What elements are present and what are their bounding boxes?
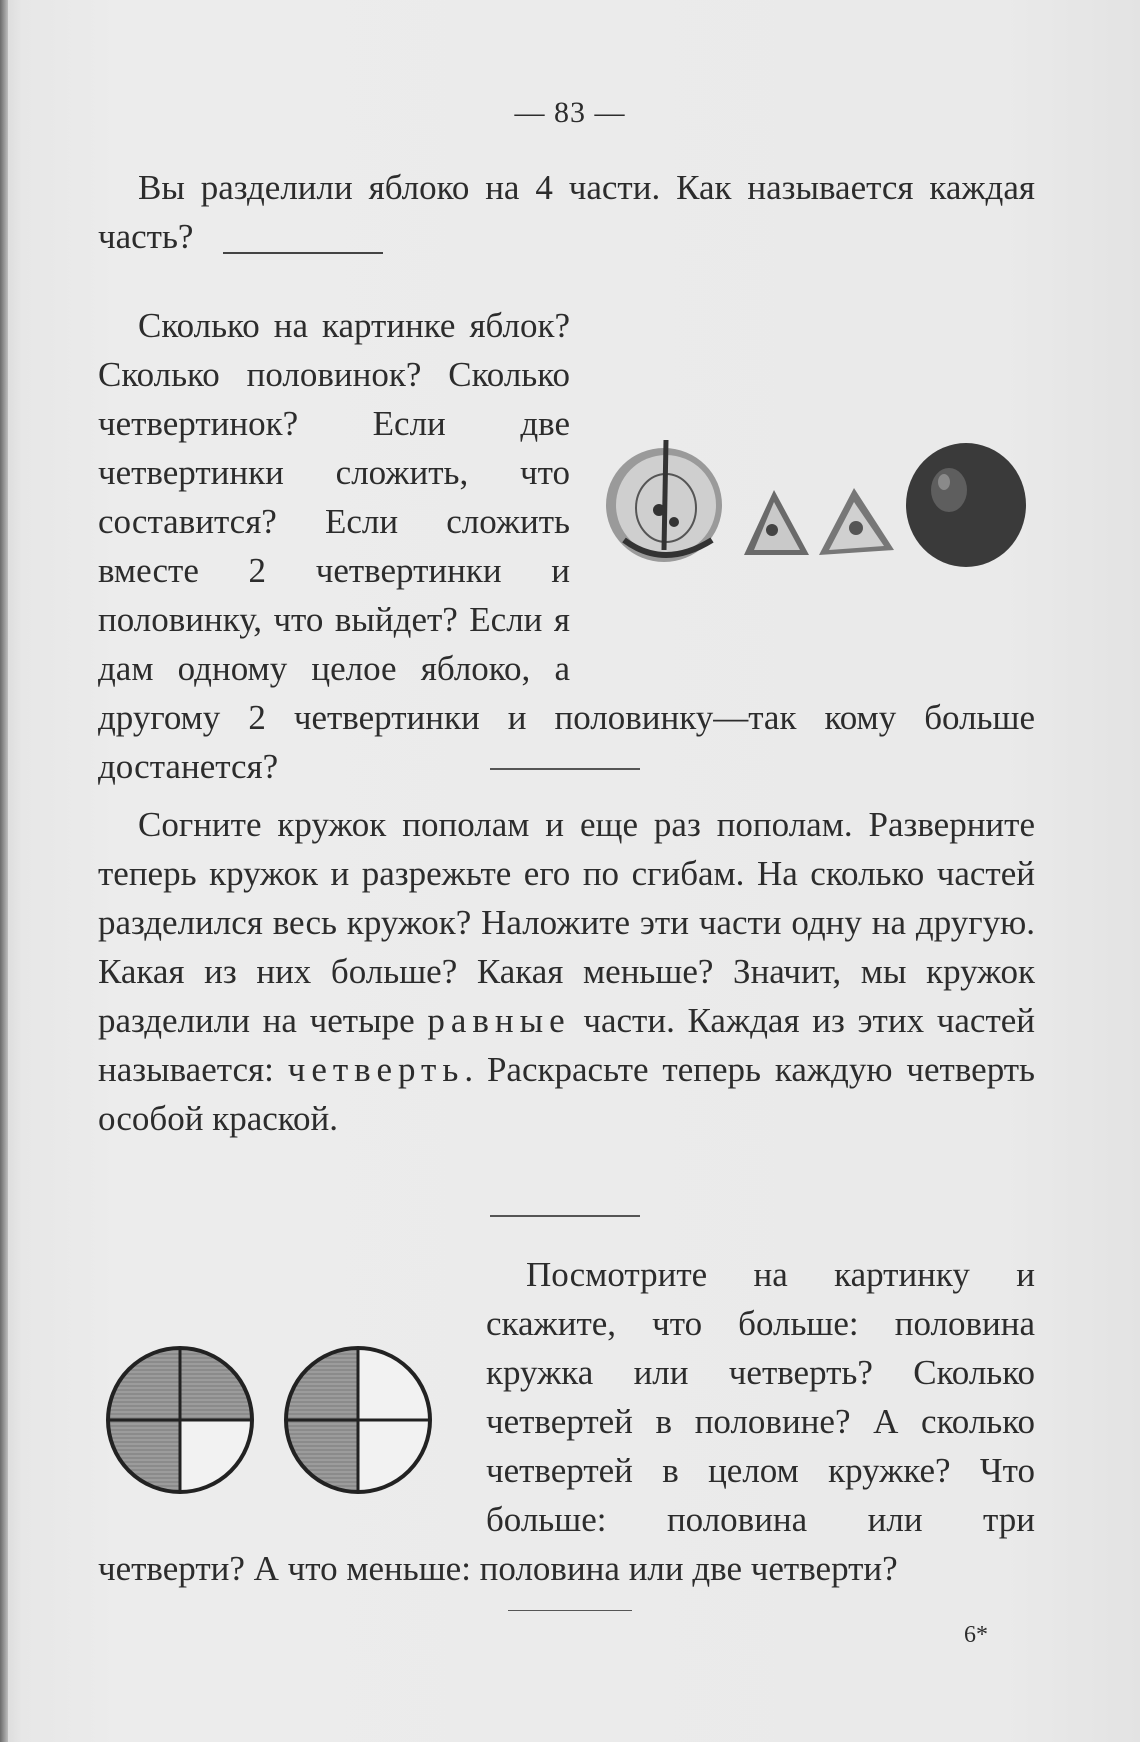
paragraph-part: части. Каждая из этих частей называется:	[98, 1001, 1036, 1089]
page-number: — 83 —	[514, 96, 626, 129]
printer-signature-mark: 6*	[964, 1622, 988, 1648]
section-circle-quarters	[98, 800, 1035, 1143]
apples-illustration	[604, 410, 1040, 585]
apples-paragraph: Сколько на картинке яблок? Сколько половинок? Сколько четвертинок? Если две четвертинки сложить, что составится? Если сложить вместе 2 четвертинки и половинку, что выйдет? Если я дам одному целое яблоко, а другому 2 четвертинки и половинку—так кому больше достанется?	[98, 306, 1035, 786]
circles-paragraph: Посмотрите на картинку и скажите, что больше: половина кружка или четверть? Сколько четвертей в половине? А сколько четвертей в целом кружке? Что больше: половина или три четверти? А что меньше: половина или две четверти?	[98, 1255, 1035, 1588]
paragraph-part: Согните кружок пополам и еще раз пополам. Разверните теперь кружок и разрежьте его по сгибам. На сколько частей разделился весь кружок? Наложите эти части одну на другую. Какая из них больше? Какая меньше? Значит, мы кружок разделили на четыре	[98, 805, 1035, 1040]
emphasized-word: четверть	[287, 1050, 465, 1089]
circle-three-quarters-shaded-icon	[108, 1348, 252, 1492]
whole-apple-icon	[906, 443, 1026, 567]
question-text: Вы разделили яблоко на 4 части. Как называется каждая часть?	[98, 168, 1035, 256]
circles-illustration	[100, 1340, 440, 1500]
apple-quarter-icon	[744, 490, 809, 555]
section-question-apple-parts	[98, 163, 1035, 261]
circle-half-shaded-icon	[286, 1348, 430, 1492]
apple-half-icon	[606, 440, 722, 562]
paragraph-part: . Раскрасьте теперь каждую четверть особой краской.	[98, 1050, 1035, 1138]
book-spine-shadow	[0, 0, 8, 1742]
answer-blank-line	[223, 251, 383, 254]
divider	[490, 1215, 640, 1217]
divider	[508, 1610, 632, 1611]
divider	[490, 768, 640, 770]
emphasized-word: равные	[427, 1001, 571, 1040]
apple-quarter-icon	[819, 488, 894, 555]
